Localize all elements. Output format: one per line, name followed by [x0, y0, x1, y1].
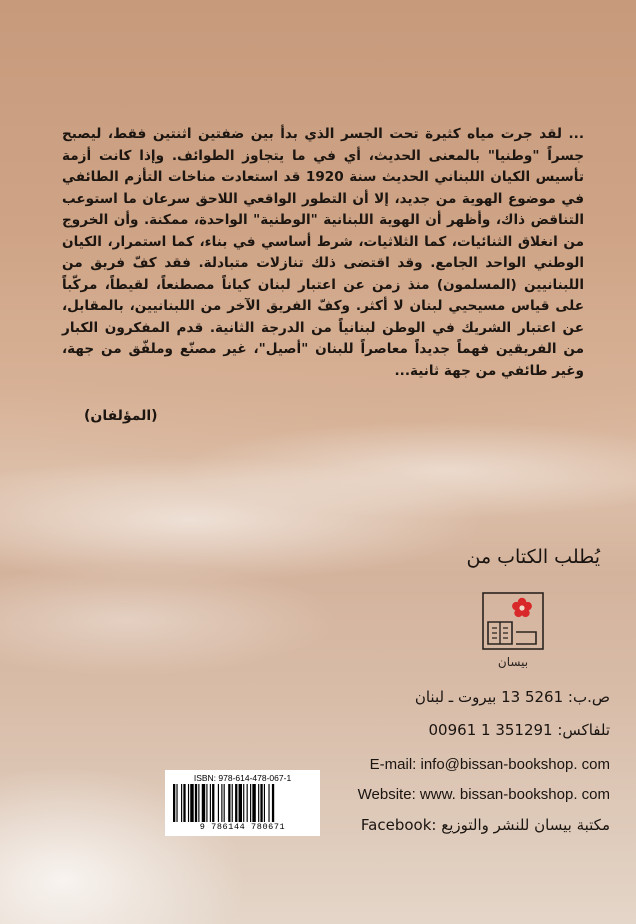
barcode-bar — [183, 784, 185, 822]
barcode-bar — [190, 784, 193, 822]
barcode-bar — [243, 784, 244, 822]
barcode-bar — [181, 784, 182, 822]
barcode-bar — [239, 784, 242, 822]
barcode-bar — [188, 784, 189, 822]
publisher-logo — [482, 592, 544, 672]
isbn-label: ISBN: 978-614-478-067-1 — [193, 773, 292, 783]
barcode-bar — [268, 784, 269, 822]
barcode-bar — [195, 784, 197, 822]
barcode-bar — [173, 784, 175, 822]
barcode-bar — [232, 784, 233, 822]
facebook-line[interactable]: مكتبة بيسان للنشر والتوزيع :Facebook — [360, 816, 610, 834]
barcode-bar — [198, 784, 199, 822]
authors-signature: (المؤلفان) — [84, 408, 158, 424]
barcode-digits: 9 786144 780671 — [199, 822, 286, 832]
barcode-block — [165, 770, 320, 836]
barcode-bars — [173, 784, 313, 822]
barcode-bar — [247, 784, 248, 822]
barcode-bar — [228, 784, 230, 822]
order-from-heading: يُطلب الكتاب من — [466, 546, 600, 568]
barcode-bar — [202, 784, 205, 822]
po-box-line: ص.ب: 5261 13 بيروت ـ لبنان — [414, 688, 610, 706]
barcode-bar — [272, 784, 274, 822]
fax-line: تلفاكس: 351291 1 00961 — [428, 721, 610, 739]
barcode-bar — [250, 784, 251, 822]
barcode-bar — [218, 784, 219, 822]
barcode-bar — [260, 784, 262, 822]
barcode-bar — [224, 784, 225, 822]
barcode-bar — [264, 784, 265, 822]
barcode-bar — [235, 784, 237, 822]
barcode-bar — [258, 784, 259, 822]
website-line[interactable]: Website: www. bissan-bookshop. com — [357, 786, 610, 803]
barcode-bar — [210, 784, 211, 822]
bissan-logo-icon — [482, 592, 544, 672]
barcode-bar — [212, 784, 214, 822]
email-line[interactable]: E-mail: info@bissan-bookshop. com — [369, 756, 610, 773]
barcode-bar — [206, 784, 207, 822]
barcode-bar — [252, 784, 255, 822]
barcode-bar — [221, 784, 222, 822]
back-cover-quote: ... لقد جرت مياه كثيرة تحت الجسر الذي بدأ بين ضفتين اثنتين فقط، ليصبح جسراً "وطنيا" بالمعنى الحديث، أي في ما يتجاوز الطوائف. وإذا كانت أزمة تأسيس الكيان اللبناني الحديث سنة 1920 قد استعادت مناخات التأزم الطائفي في موضوع الهوية من جديد، إلا أن التطور الواقعي اللاحق سرعان ما استوعب التناقض ذاك، وأظهر أن الهوية اللبنانية "الوطنية" الواحدة، ممكنة. وأن الخروج من انغلاق الثنائيات، كما الثلاثيات، شرط أساسي في بناء، كما استمرار، الكيان الوطني الواحد الجامع. وقد اقتضى ذلك تنازلات متبادلة. فقد كفّ فريق من اللبنانيين (المسلمون) منذ زمن عن اعتبار لبنان كياناً مصطنعاً، لقيطاً، مركّباً على قياس مسيحيي لبنان لا أكثر. وكفّ الفريق الآخر من اللبنانيين، بالمقابل، عن اعتبار الشريك في الوطن لبنانياً من الدرجة الثانية. قدم المفكرون الكبار من الفريقين فهماً جديداً معاصراً للبنان "أصيل"، غير مصنّع وملفّق من جهة، وغير طائفي من جهة ثانية... — [62, 126, 584, 379]
barcode-bar — [176, 784, 177, 822]
logo-wordmark: بيسان — [497, 655, 529, 669]
